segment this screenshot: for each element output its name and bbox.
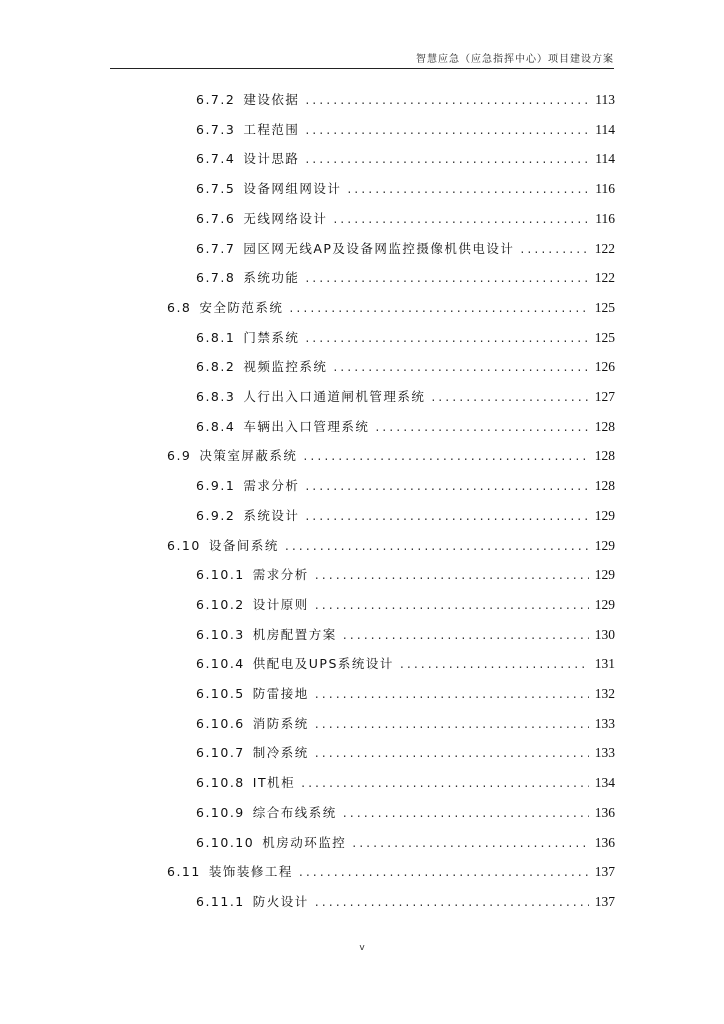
toc-entry-number: 6.8.1 [196,329,236,345]
toc-dot-leader [347,181,589,196]
toc-entry-page: 126 [594,359,615,375]
toc-entry[interactable] [0,565,615,587]
toc-entry[interactable] [0,892,615,914]
toc-entry-title: 建设依据 [243,92,300,107]
toc-entry-title: 园区网无线AP及设备网监控摄像机供电设计 [243,240,515,256]
toc-entry-title: 视频监控系统 [243,359,328,375]
toc-entry-title: 系统设计 [243,507,300,523]
toc-dot-leader [315,686,589,701]
toc-dot-leader [520,241,588,256]
toc-entry-page: 131 [594,656,615,672]
toc-entry-title: 设计思路 [243,151,300,167]
toc-entry-title: 机房配置方案 [252,626,337,642]
toc-entry-number: 6.7.7 [196,240,236,256]
toc-entry-title: 系统功能 [243,270,300,286]
toc-entry[interactable] [0,328,615,350]
toc-entry[interactable] [0,209,615,231]
toc-dot-leader [305,122,589,137]
toc-entry[interactable] [0,803,615,825]
toc-entry-number: 6.7.4 [196,151,236,167]
toc-entry[interactable] [0,536,615,558]
toc-entry-title: 供配电及UPS系统设计 [252,656,394,672]
toc-entry-title: 综合布线系统 [252,804,337,820]
toc-entry-page: 127 [594,389,615,404]
toc-entry-title: 设备间系统 [208,537,279,553]
toc-entry[interactable] [0,476,615,498]
toc-entry-title: 无线网络设计 [243,210,328,226]
toc-entry-number: 6.10.9 [196,804,245,820]
toc-entry-page: 129 [594,537,615,553]
toc-entry[interactable] [0,387,615,409]
toc-dot-leader [303,448,588,463]
toc-entry-number: 6.8.2 [196,359,236,375]
toc-entry[interactable] [0,357,615,379]
toc-dot-leader [375,419,588,434]
toc-dot-leader [400,656,589,671]
toc-entry-number: 6.10.4 [196,656,245,672]
toc-entry[interactable] [0,654,615,676]
toc-entry-title: 消防系统 [252,715,309,731]
toc-entry-page: 116 [595,181,615,197]
toc-entry[interactable] [0,446,615,468]
toc-entry-page: 125 [594,299,615,315]
toc-entry[interactable] [0,417,615,439]
toc-entry-title: 安全防范系统 [199,299,284,315]
toc-entry-page: 136 [594,834,615,850]
toc-entry-number: 6.10 [167,537,201,553]
toc-entry[interactable] [0,506,615,528]
toc-dot-leader [305,330,588,345]
toc-entry-title: 机房动环监控 [262,834,347,850]
toc-dot-leader [315,597,589,612]
toc-entry-page: 133 [594,715,615,731]
toc-entry[interactable] [0,684,615,706]
toc-entry-number: 6.9 [167,448,192,464]
toc-entry-title: 防雷接地 [252,686,309,701]
toc-entry[interactable] [0,743,615,765]
toc-entry-title: 设计原则 [252,596,309,612]
toc-dot-leader [315,567,589,582]
toc-entry[interactable] [0,862,615,884]
toc-entry-title: 人行出入口通道闸机管理系统 [243,389,426,404]
toc-entry-number: 6.10.7 [196,745,245,761]
toc-entry-page: 129 [594,567,615,583]
toc-entry-page: 122 [594,270,615,286]
toc-dot-leader [333,211,589,226]
toc-entry-number: 6.9.2 [196,507,236,523]
toc-dot-leader [315,716,589,731]
toc-dot-leader [305,151,589,166]
toc-entry-number: 6.8 [167,299,192,315]
toc-entry-title: 制冷系统 [252,745,309,761]
toc-entry-title: 需求分析 [243,478,300,494]
toc-dot-leader [299,864,589,879]
toc-entry-title: 需求分析 [252,567,309,583]
toc-entry-page: 132 [594,686,615,701]
toc-dot-leader [315,894,589,909]
toc-entry-title: 门禁系统 [243,329,300,345]
toc-entry-title: 装饰装修工程 [208,864,293,880]
toc-dot-leader [333,359,588,374]
toc-entry[interactable] [0,120,615,142]
toc-entry[interactable] [0,625,615,647]
toc-dot-leader [305,92,589,107]
toc-dot-leader [315,745,589,760]
toc-entry-number: 6.7.5 [196,181,236,197]
toc-entry-page: 114 [595,121,615,137]
toc-dot-leader [289,300,588,315]
toc-entry-number: 6.10.3 [196,626,245,642]
toc-entry[interactable] [0,298,615,320]
toc-entry-page: 128 [594,448,615,464]
toc-entry-number: 6.7.8 [196,270,236,286]
toc-entry-number: 6.10.1 [196,567,245,583]
toc-dot-leader [305,508,588,523]
toc-entry-number: 6.8.4 [196,418,236,434]
running-header: 智慧应急（应急指挥中心）项目建设方案 [416,54,614,65]
toc-entry[interactable] [0,833,615,855]
toc-entry-title: 决策室屏蔽系统 [199,448,298,464]
toc-entry-title: 防火设计 [252,893,309,909]
toc-entry-number: 6.10.2 [196,596,245,612]
toc-entry-page: 116 [595,210,615,226]
toc-entry-page: 129 [594,596,615,612]
toc-entry-page: 128 [594,418,615,434]
toc-dot-leader [305,478,588,493]
toc-entry-page: 114 [595,151,615,167]
toc-dot-leader [343,627,589,642]
toc-dot-leader [305,270,588,285]
toc-entry-number: 6.8.3 [196,389,236,404]
toc-entry-page: 133 [594,745,615,761]
toc-entry-number: 6.10.5 [196,686,245,701]
toc-entry[interactable] [0,239,615,261]
page-number: v [359,943,365,953]
toc-entry-page: 134 [594,775,615,791]
toc-entry[interactable] [0,90,615,112]
toc-entry-number: 6.7.6 [196,210,236,226]
toc-entry-page: 137 [594,893,615,909]
toc-entry-number: 6.10.8 [196,775,245,791]
toc-entry-page: 129 [594,507,615,523]
toc-entry-number: 6.11 [167,864,201,880]
toc-entry-page: 113 [595,92,615,107]
toc-dot-leader [431,389,588,404]
toc-dot-leader [301,775,589,790]
toc-entry-title: IT机柜 [252,775,296,791]
toc-entry-page: 130 [594,626,615,642]
toc-entry-number: 6.10.6 [196,715,245,731]
header-rule [110,68,614,69]
toc-entry-number: 6.11.1 [196,893,245,909]
toc-dot-leader [343,805,589,820]
toc-entry-page: 128 [594,478,615,494]
toc-entry-page: 136 [594,804,615,820]
toc-entry-title: 车辆出入口管理系统 [243,418,370,434]
toc-entry-page: 125 [594,329,615,345]
toc-entry-page: 122 [594,240,615,256]
toc-entry-number: 6.9.1 [196,478,236,494]
toc-dot-leader [352,835,589,850]
toc-entry[interactable] [0,149,615,171]
toc-dot-leader [285,538,589,553]
toc-entry-title: 工程范围 [243,121,300,137]
toc-entry-page: 137 [594,864,615,880]
toc-entry-number: 6.7.2 [196,92,236,107]
toc-entry-number: 6.7.3 [196,121,236,137]
toc-entry[interactable] [0,773,615,795]
toc-entry[interactable] [0,595,615,617]
toc-entry[interactable] [0,268,615,290]
toc-entry-title: 设备网组网设计 [243,181,342,197]
toc-entry-number: 6.10.10 [196,834,255,850]
toc-entry[interactable] [0,179,615,201]
toc-entry[interactable] [0,714,615,736]
